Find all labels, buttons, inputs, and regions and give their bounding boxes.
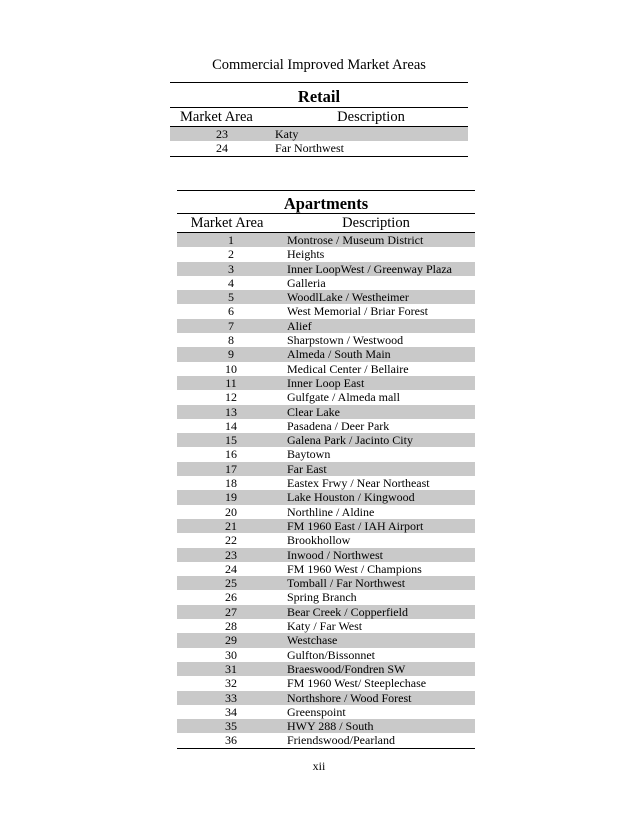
table-row: [177, 619, 475, 633]
description-cell: Lake Houston / Kingwood: [287, 490, 415, 505]
description-cell: West Memorial / Briar Forest: [287, 304, 429, 319]
description-cell: Medical Center / Bellaire: [287, 361, 409, 376]
table-row: [177, 419, 475, 433]
description-cell: Inwood / Northwest: [287, 547, 383, 562]
table-bottom-rule: [177, 748, 475, 749]
apartments-rows: [177, 233, 475, 748]
description-cell: Inner Loop East: [287, 375, 365, 390]
description-cell: Alief: [287, 318, 312, 333]
market-area-cell: 35: [225, 719, 237, 734]
table-row: [177, 476, 475, 490]
description-cell: Gulfgate / Almeda mall: [287, 390, 400, 405]
table-row: [177, 662, 475, 676]
table-row: [177, 533, 475, 547]
table-row: [177, 691, 475, 705]
table-row: [177, 405, 475, 419]
document-title: Commercial Improved Market Areas: [212, 57, 426, 73]
market-area-cell: 36: [225, 733, 237, 748]
description-cell: FM 1960 West / Champions: [287, 561, 422, 576]
market-area-cell: 1: [228, 233, 234, 247]
description-cell: Clear Lake: [287, 404, 340, 419]
market-area-cell: 7: [228, 318, 234, 333]
description-cell: Far East: [287, 461, 327, 476]
table-row: [177, 304, 475, 318]
table-row: [177, 505, 475, 519]
table-row: [177, 433, 475, 447]
market-area-cell: 28: [225, 619, 237, 634]
market-area-cell: 21: [225, 518, 237, 533]
apartments-table: [177, 190, 475, 749]
market-area-cell: 15: [225, 433, 237, 448]
market-area-cell: 31: [225, 661, 237, 676]
table-row: [177, 290, 475, 304]
market-area-cell: 6: [228, 304, 234, 319]
description-cell: Tomball / Far Northwest: [287, 576, 406, 591]
retail-rows: [170, 127, 468, 156]
description-cell: Montrose / Museum District: [287, 233, 424, 247]
table-row: [177, 376, 475, 390]
market-area-cell: 14: [225, 418, 237, 433]
apartments-heading: Apartments: [283, 194, 369, 213]
table-row: [177, 490, 475, 504]
table-bottom-rule: [170, 156, 468, 157]
table-row: [177, 648, 475, 662]
market-area-cell: 3: [228, 261, 234, 276]
description-cell: Pasadena / Deer Park: [287, 418, 390, 433]
market-area-cell: 19: [225, 490, 237, 505]
market-area-cell: 26: [225, 590, 237, 605]
description-cell: Northshore / Wood Forest: [287, 690, 412, 705]
table-row: [177, 548, 475, 562]
description-cell: Baytown: [287, 447, 331, 462]
market-area-cell: 24: [216, 141, 228, 156]
description-cell: Westchase: [287, 633, 338, 648]
description-cell: Katy: [275, 127, 299, 141]
description-cell: Sharpstown / Westwood: [287, 333, 404, 348]
table-row: [177, 590, 475, 604]
column-header-market-area: Market Area: [190, 215, 264, 231]
market-area-cell: 4: [228, 275, 234, 290]
table-row: [177, 676, 475, 690]
table-row: [177, 390, 475, 404]
description-cell: FM 1960 East / IAH Airport: [287, 518, 424, 533]
description-cell: Greenspoint: [287, 704, 346, 719]
page-number: xii: [312, 759, 326, 773]
table-row: [177, 519, 475, 533]
market-area-cell: 33: [225, 690, 237, 705]
table-row: [177, 362, 475, 376]
description-cell: Braeswood/Fondren SW: [287, 661, 406, 676]
market-area-cell: 25: [225, 576, 237, 591]
market-area-cell: 12: [225, 390, 237, 405]
table-row: [177, 605, 475, 619]
retail-heading: Retail: [297, 87, 341, 106]
description-cell: FM 1960 West/ Steeplechase: [287, 676, 427, 691]
market-area-cell: 16: [225, 447, 237, 462]
table-row: [177, 576, 475, 590]
table-row: [177, 462, 475, 476]
description-cell: Almeda / South Main: [287, 347, 391, 362]
table-row: [177, 562, 475, 576]
market-area-cell: 10: [225, 361, 237, 376]
market-area-cell: 11: [225, 375, 237, 390]
retail-table: [170, 82, 468, 157]
description-cell: Far Northwest: [275, 141, 344, 156]
description-cell: Friendswood/Pearland: [287, 733, 395, 748]
market-area-cell: 17: [225, 461, 237, 476]
table-row: [177, 233, 475, 247]
table-row: [170, 127, 468, 141]
column-header-row: [170, 108, 468, 126]
description-cell: Katy / Far West: [287, 619, 363, 634]
description-cell: Galena Park / Jacinto City: [287, 433, 413, 448]
market-area-cell: 30: [225, 647, 237, 662]
table-row: [177, 719, 475, 733]
description-cell: HWY 288 / South: [287, 719, 374, 734]
table-row: [177, 733, 475, 747]
market-area-cell: 5: [228, 290, 234, 305]
market-area-cell: 2: [228, 247, 234, 262]
table-row: [177, 447, 475, 461]
table-row: [177, 333, 475, 347]
description-cell: Gulfton/Bissonnet: [287, 647, 376, 662]
market-area-cell: 9: [228, 347, 234, 362]
market-area-cell: 34: [225, 704, 237, 719]
market-area-cell: 32: [225, 676, 237, 691]
market-area-cell: 20: [225, 504, 237, 519]
description-cell: Heights: [287, 247, 325, 262]
description-cell: Bear Creek / Copperfield: [287, 604, 408, 619]
table-row: [177, 347, 475, 361]
table-row: [177, 262, 475, 276]
table-row: [177, 705, 475, 719]
description-cell: Brookhollow: [287, 533, 351, 548]
table-row: [170, 141, 468, 155]
table-row: [177, 319, 475, 333]
table-row: [177, 633, 475, 647]
description-cell: Spring Branch: [287, 590, 357, 605]
description-cell: WoodlLake / Westheimer: [287, 290, 409, 305]
column-header-row: [177, 214, 475, 232]
description-cell: Northline / Aldine: [287, 504, 375, 519]
market-area-cell: 8: [228, 333, 234, 348]
column-header-market-area: Market Area: [180, 109, 253, 125]
market-area-cell: 27: [225, 604, 237, 619]
column-header-description: Description: [342, 215, 410, 231]
market-area-cell: 22: [225, 533, 237, 548]
column-header-description: Description: [337, 109, 405, 125]
market-area-cell: 23: [216, 127, 228, 141]
market-area-cell: 23: [225, 547, 237, 562]
description-cell: Inner LoopWest / Greenway Plaza: [287, 261, 452, 276]
table-row: [177, 276, 475, 290]
market-area-cell: 24: [225, 561, 237, 576]
description-cell: Galleria: [287, 275, 326, 290]
market-area-cell: 13: [225, 404, 237, 419]
description-cell: Eastex Frwy / Near Northeast: [287, 476, 430, 491]
table-row: [177, 247, 475, 261]
market-area-cell: 18: [225, 476, 237, 491]
market-area-cell: 29: [225, 633, 237, 648]
